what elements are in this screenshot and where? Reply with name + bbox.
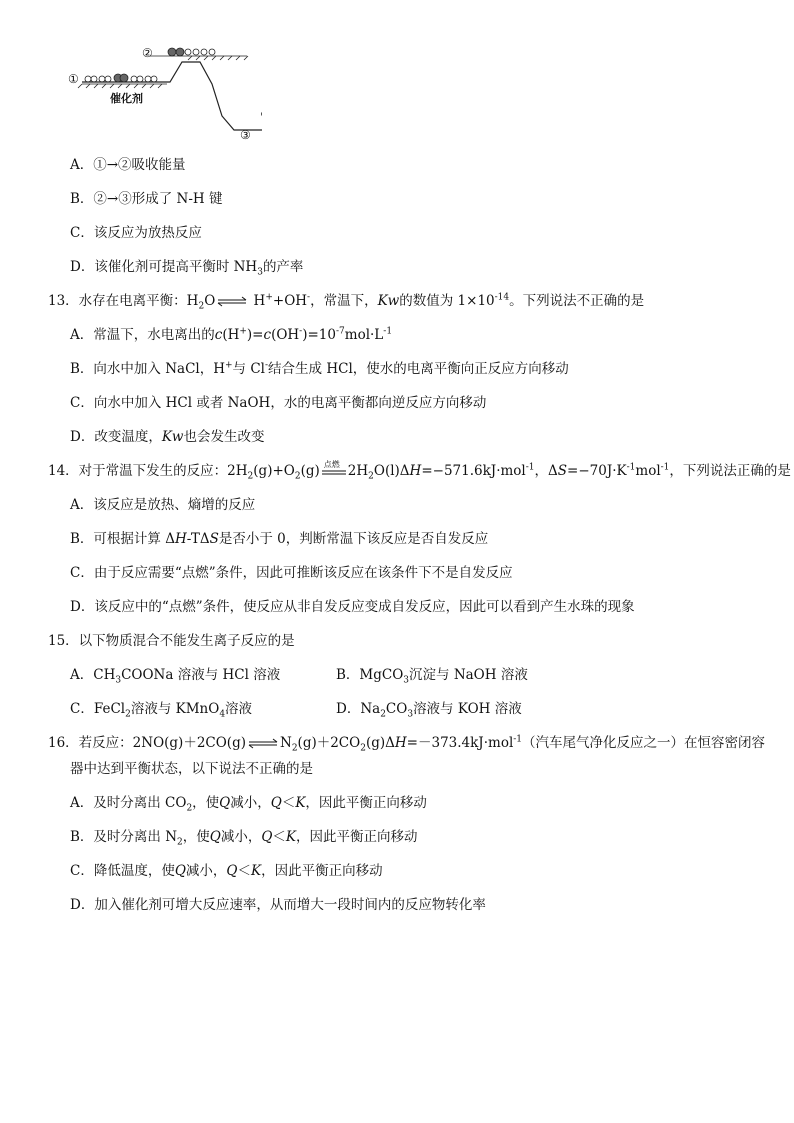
transition-molecules (168, 48, 215, 56)
energy-curve (82, 62, 262, 130)
q15-option-b: B．MgCO$_3$沉淀与 NaOH 溶液 (336, 667, 528, 686)
equilibrium-arrow (246, 734, 280, 752)
q15-option-d: D．$Na_2CO_3$溶液与 KOH 溶液 (336, 701, 522, 720)
q16-option-a: A．及时分离出 $CO_2$，使Q减小，Q＜K，因此平衡正向移动 (70, 795, 427, 814)
q12-option-b: B．②→③形成了 N-H 键 (70, 191, 223, 207)
q13-stem: 13．水存在电离平衡：$H_2O$ H++OH-，常温下，Kw的数值为 $1\times 10^{-14}$。下列说法不正确的是 (48, 292, 645, 312)
q15-option-a: A．$CH_3COONa$ 溶液与 HCl 溶液 (70, 667, 281, 686)
q15-option-c: C．FeCl$_2$溶液与 KMnO$_4$溶液 (70, 701, 253, 720)
q16-stem: 16．若反应：2NO(g)＋2CO(g) $N_2(g)+2CO_2(g)\Delta H=-373.4kJ\cdot mol^{-1}$（汽车尾气净化反应之一）在恒容密闭容 (48, 734, 766, 754)
state-1-label: ① (68, 72, 79, 86)
q16-option-b: B．及时分离出 $N_2$，使Q减小，Q＜K，因此平衡正向移动 (70, 829, 418, 848)
catalyst-surface (78, 56, 262, 130)
q14-option-c: C．由于反应需要“点燃”条件，因此可推断该反应在该条件下不是自发反应 (70, 565, 513, 581)
reactant-molecules (85, 74, 157, 82)
q14-option-d: D．该反应中的“点燃”条件，使反应从非自发反应变成自发反应，因此可以看到产生水珠的现象 (70, 599, 635, 615)
q13-option-a: A．常温下，水电离出的$c(H^+)=c(OH^-)=10^{-7}mol\cdot L^{-1}$ (70, 326, 393, 343)
q16-option-d: D．加入催化剂可增大反应速率，从而增大一段时间内的反应物转化率 (70, 897, 486, 913)
energy-diagram-figure (62, 44, 262, 148)
q13-option-b: B．向水中加入 NaCl，H+与 Cl-结合生成 HCl，使水的电离平衡向正反应方向移动 (70, 360, 569, 377)
q16-stem-line2: 器中达到平衡状态，以下说法不正确的是 (70, 761, 313, 777)
q13-option-d: D．改变温度，Kw也会发生改变 (70, 429, 265, 445)
q12-option-d: D．该催化剂可提高平衡时 $NH_3$的产率 (70, 259, 304, 278)
state-3-label: ③ (240, 128, 251, 142)
q16-option-c: C．降低温度，使Q减小，Q＜K，因此平衡正向移动 (70, 863, 383, 879)
ignition-arrow: 点燃 (323, 460, 340, 469)
product-molecules (262, 112, 263, 128)
q14-stem: 14．对于常温下发生的反应：$2H_2(g)+O_2(g)$ 点燃 $2H_2O(l)\Delta H=-571.6kJ\cdot mol^{-1}$，$\Delta S=-70J\cdot K^{-1}mol^{-1}$，下列说法正确的是 (48, 460, 791, 482)
energy-diagram (62, 44, 262, 144)
state-2-label: ② (142, 46, 153, 60)
q12-option-a: A．①→②吸收能量 (70, 157, 186, 173)
q15-stem: 15．以下物质混合不能发生离子反应的是 (48, 633, 295, 649)
q13-option-c: C．向水中加入 HCl 或者 NaOH，水的电离平衡都向逆反应方向移动 (70, 395, 487, 411)
q12-option-c: C．该反应为放热反应 (70, 225, 202, 241)
equilibrium-arrow (215, 292, 249, 310)
q14-option-a: A．该反应是放热、熵增的反应 (70, 497, 256, 513)
q14-option-b: B．可根据计算 ΔH-TΔS是否小于 0，判断常温下该反应是否自发反应 (70, 531, 489, 547)
catalyst-label: 催化剂 (110, 92, 143, 105)
